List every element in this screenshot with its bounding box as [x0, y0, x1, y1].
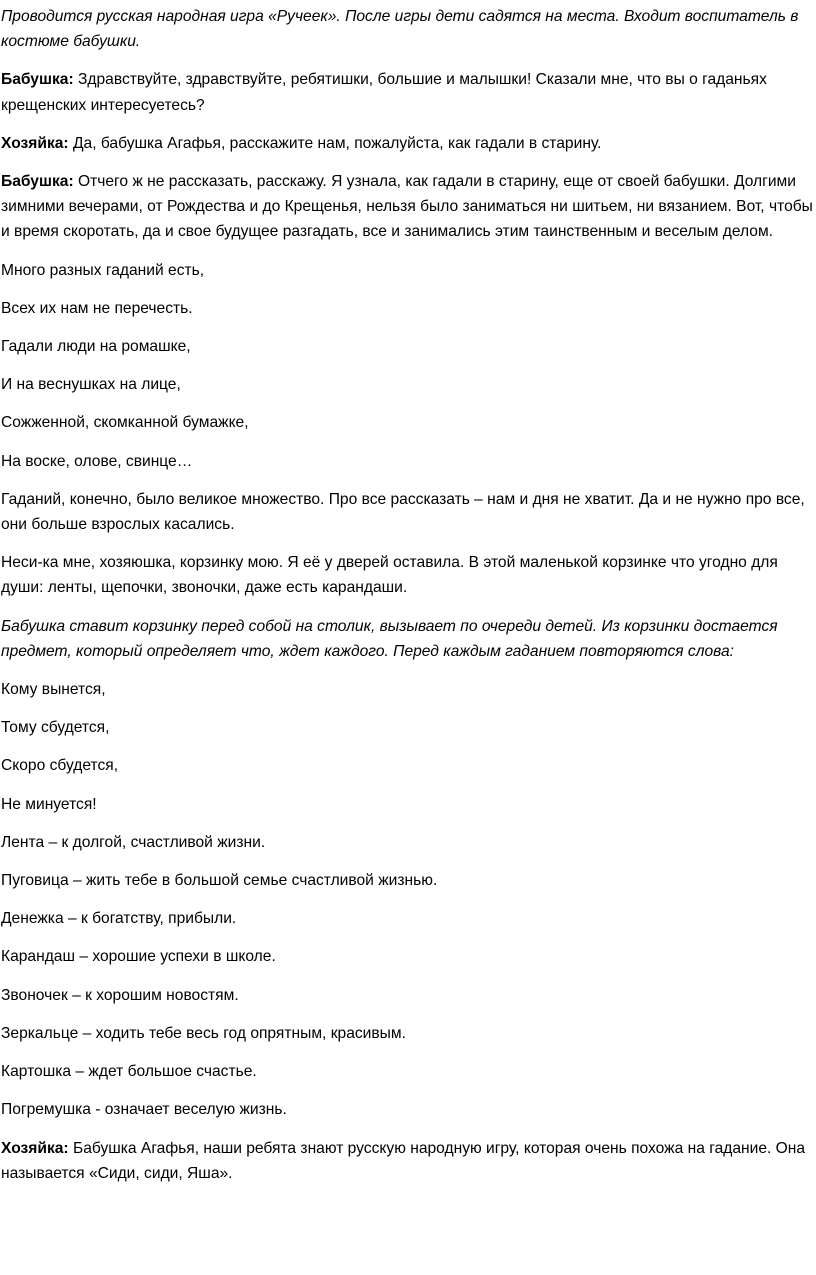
- speaker-name: Бабушка:: [1, 71, 74, 89]
- dialogue-line: [1, 131, 814, 156]
- speaker-name: Бабушка:: [1, 173, 74, 191]
- stage-direction: Бабушка ставит корзинку перед собой на столик, вызывает по очереди детей. Из корзинки достается предмет, который определяет что, ждет каждого. Перед каждым гаданием повторяются слова:: [1, 617, 778, 660]
- paragraph: И на веснушках на лице,: [1, 376, 181, 394]
- paragraph: Много разных гаданий есть,: [1, 261, 205, 279]
- paragraph: Скоро сбудется,: [1, 757, 119, 775]
- paragraph: Гаданий, конечно, было великое множество. Про все рассказать – нам и дня не хватит. Да и не нужно про все, они больше взрослых касались.: [1, 490, 805, 534]
- paragraph: Тому сбудется,: [1, 719, 110, 737]
- paragraph: Не минуется!: [1, 795, 97, 813]
- paragraph: Картошка – ждет большое счастье.: [1, 1063, 257, 1081]
- paragraph: Гадали люди на ромашке,: [1, 338, 191, 356]
- paragraph: Кому вынется,: [1, 681, 106, 699]
- paragraph: На воске, олове, свинце…: [1, 452, 193, 470]
- paragraph: Карандаш – хорошие успехи в школе.: [1, 948, 276, 966]
- speech-text: Здравствуйте, здравствуйте, ребятишки, большие и малышки! Сказали мне, что вы о гаданьях крещенских интересуетесь?: [1, 71, 767, 114]
- paragraph: Зеркальце – ходить тебе весь год опрятным, красивым.: [1, 1024, 406, 1042]
- speaker-name: Хозяйка:: [1, 134, 69, 152]
- dialogue-line: [1, 169, 814, 245]
- speaker-name: Хозяйка:: [1, 1139, 69, 1157]
- paragraph: Пуговица – жить тебе в большой семье счастливой жизнью.: [1, 872, 438, 890]
- speech-text: Да, бабушка Агафья, расскажите нам, пожалуйста, как гадали в старину.: [68, 134, 602, 152]
- dialogue-line: [1, 67, 814, 117]
- dialogue-line: [1, 1136, 814, 1186]
- paragraph: Неси-ка мне, хозяюшка, корзинку мою. Я её у дверей оставила. В этой маленькой корзинке что угодно для души: ленты, щепочки, звоночки, даже есть карандаши.: [1, 554, 778, 597]
- stage-direction: Проводится русская народная игра «Ручеек». После игры дети садятся на места. Входит воспитатель в костюме бабушки.: [1, 8, 799, 51]
- speech-text: Отчего ж не рассказать, расскажу. Я узнала, как гадали в старину, еще от своей бабушки. Долгими зимними вечерами, от Рождества и до Крещенья, нельзя было заниматься ни шитьем, ни вязанием. Вот, чтобы и время скоротать, да и свое будущее разгадать, все и занимались этим таинственным и веселым делом.: [1, 173, 813, 241]
- paragraph: Денежка – к богатству, прибыли.: [1, 910, 237, 928]
- paragraph: Всех их нам не перечесть.: [1, 299, 193, 317]
- paragraph: Лента – к долгой, счастливой жизни.: [1, 833, 266, 851]
- speech-text: Бабушка Агафья, наши ребята знают русскую народную игру, которая очень похожа на гадание. Она называется «Сиди, сиди, Яша».: [1, 1139, 806, 1182]
- paragraph: Погремушка - означает веселую жизнь.: [1, 1101, 287, 1119]
- paragraph: Сожженной, скомканной бумажке,: [1, 414, 249, 432]
- paragraph: Звоночек – к хорошим новостям.: [1, 986, 239, 1004]
